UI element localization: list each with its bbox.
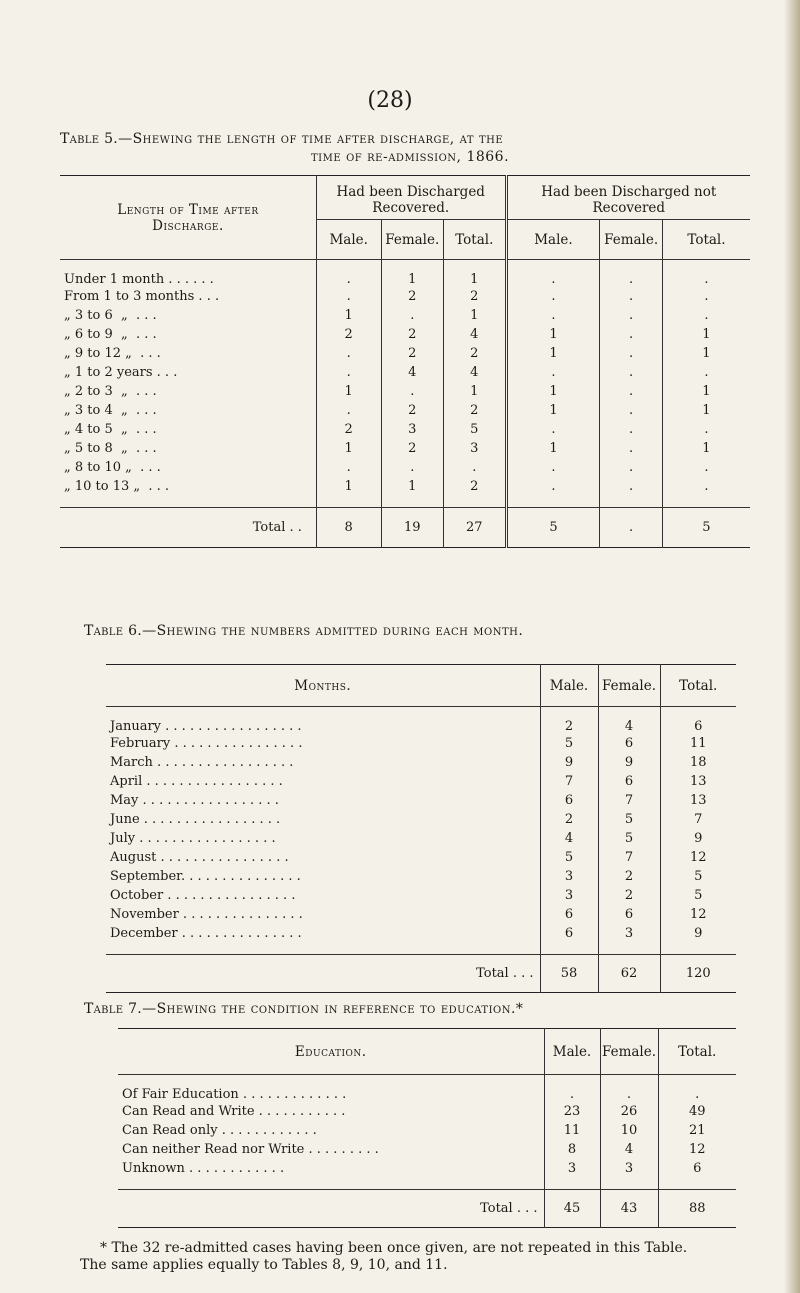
row-cell: . <box>506 477 600 496</box>
table-row <box>106 829 736 848</box>
table-row <box>60 458 750 477</box>
row-cell: 1 <box>662 325 750 344</box>
row-cell: 3 <box>444 439 507 458</box>
row-cell: . <box>600 344 663 363</box>
row-cell: 3 <box>540 886 598 905</box>
table5-group1-header: Had been Discharged Recovered. <box>316 176 506 220</box>
row-cell: . <box>316 458 381 477</box>
spacer-cell <box>118 1178 544 1190</box>
row-cell: 8 <box>544 1140 600 1159</box>
spacer-cell <box>598 943 660 955</box>
table-row <box>118 1075 736 1102</box>
row-label: January . . . . . . . . . . . . . . . . . <box>110 718 302 734</box>
table7 <box>118 1028 736 1228</box>
row-cell: 1 <box>444 306 507 325</box>
table-row <box>106 791 736 810</box>
table5-total-cell: 5 <box>506 508 600 548</box>
row-cell: 9 <box>540 753 598 772</box>
row-label: Can neither Read nor Write . . . . . . . . . <box>122 1141 379 1157</box>
row-cell: . <box>316 401 381 420</box>
row-label: „ 6 to 9 „ . . . <box>64 326 157 342</box>
table-row <box>60 344 750 363</box>
row-cell: 5 <box>540 848 598 867</box>
row-label: February . . . . . . . . . . . . . . . . <box>110 735 303 751</box>
spacer-cell <box>658 1178 736 1190</box>
table5-col-header: Length of Time after Discharge. <box>117 201 259 234</box>
table5-total-cell: 27 <box>444 508 507 548</box>
spacer-row <box>60 496 750 508</box>
row-cell: 2 <box>598 867 660 886</box>
row-cell: 6 <box>598 734 660 753</box>
row-cell: 6 <box>660 707 736 734</box>
table6-female-header: Female. <box>598 665 660 707</box>
table-row <box>106 867 736 886</box>
row-cell: 1 <box>316 382 381 401</box>
row-cell: 12 <box>660 848 736 867</box>
table5-total-cell: 8 <box>316 508 381 548</box>
row-label: December . . . . . . . . . . . . . . . <box>110 925 302 941</box>
row-cell: . <box>662 458 750 477</box>
row-cell: . <box>444 458 507 477</box>
spacer-cell <box>381 496 444 508</box>
table-row <box>118 1159 736 1178</box>
row-label: „ 3 to 6 „ . . . <box>64 307 157 323</box>
table-row <box>60 477 750 496</box>
table-row <box>106 810 736 829</box>
row-cell: 2 <box>540 810 598 829</box>
table-row <box>106 753 736 772</box>
row-cell: 10 <box>600 1121 658 1140</box>
row-cell: . <box>316 260 381 287</box>
row-label: „ 8 to 10 „ . . . <box>64 459 161 475</box>
spacer-cell <box>600 1178 658 1190</box>
row-cell: 1 <box>444 260 507 287</box>
row-label: „ 5 to 8 „ . . . <box>64 440 157 456</box>
row-cell: 4 <box>540 829 598 848</box>
row-cell: 5 <box>598 829 660 848</box>
table7-total-cell: 45 <box>544 1190 600 1228</box>
row-label: July . . . . . . . . . . . . . . . . . <box>110 830 276 846</box>
table6-male-header: Male. <box>540 665 598 707</box>
row-cell: 4 <box>444 363 507 382</box>
table5-total-label: Total . . <box>252 520 302 535</box>
table-row <box>60 439 750 458</box>
spacer-cell <box>660 943 736 955</box>
table-row <box>60 260 750 287</box>
table7-male-header: Male. <box>544 1029 600 1075</box>
table5-caption-line2: time of re-admission, 1866. <box>310 149 510 165</box>
row-cell: . <box>658 1075 736 1102</box>
row-label: Under 1 month . . . . . . <box>64 271 214 287</box>
row-cell: 3 <box>600 1159 658 1178</box>
table-row <box>60 325 750 344</box>
row-cell: 9 <box>660 924 736 943</box>
table6-total-header: Total. <box>660 665 736 707</box>
table6-months-header: Months. <box>294 677 352 694</box>
row-cell: 49 <box>658 1102 736 1121</box>
row-cell: 7 <box>598 848 660 867</box>
row-cell: . <box>600 477 663 496</box>
row-cell: 3 <box>540 867 598 886</box>
row-cell: 1 <box>506 325 600 344</box>
row-cell: 1 <box>444 382 507 401</box>
row-cell: . <box>381 458 444 477</box>
row-cell: 2 <box>598 886 660 905</box>
table5-sub-male-2: Male. <box>506 220 600 260</box>
table-row <box>118 1102 736 1121</box>
table-row <box>60 420 750 439</box>
row-cell: . <box>316 363 381 382</box>
row-cell: . <box>506 420 600 439</box>
row-cell: . <box>662 306 750 325</box>
row-cell: 1 <box>316 439 381 458</box>
row-cell: 12 <box>658 1140 736 1159</box>
row-cell: 11 <box>544 1121 600 1140</box>
row-label: „ 2 to 3 „ . . . <box>64 383 157 399</box>
table7-total-cell: 43 <box>600 1190 658 1228</box>
table5-caption-lead: Table 5. <box>60 131 119 147</box>
spacer-cell <box>444 496 507 508</box>
table7-caption-rest: —Shewing the condition in reference to education.* <box>142 1001 524 1017</box>
row-cell: . <box>600 401 663 420</box>
row-label: November . . . . . . . . . . . . . . . <box>110 906 303 922</box>
row-label: „ 3 to 4 „ . . . <box>64 402 157 418</box>
row-cell: 2 <box>444 401 507 420</box>
row-cell: 4 <box>598 707 660 734</box>
row-cell: . <box>662 420 750 439</box>
table7-total-label: Total . . . <box>480 1201 538 1216</box>
row-cell: 6 <box>598 772 660 791</box>
spacer-cell <box>544 1178 600 1190</box>
row-cell: 5 <box>660 886 736 905</box>
table5-sub-total: Total. <box>444 220 507 260</box>
row-cell: . <box>316 344 381 363</box>
row-cell: 5 <box>598 810 660 829</box>
row-cell: 3 <box>598 924 660 943</box>
row-cell: . <box>600 260 663 287</box>
row-cell: 23 <box>544 1102 600 1121</box>
table6 <box>106 664 736 993</box>
row-cell: 12 <box>660 905 736 924</box>
row-cell: . <box>600 306 663 325</box>
row-cell: 2 <box>540 707 598 734</box>
row-cell: . <box>506 287 600 306</box>
row-cell: . <box>600 325 663 344</box>
row-label: October . . . . . . . . . . . . . . . . <box>110 887 296 903</box>
row-cell: 6 <box>598 905 660 924</box>
row-label: Can Read and Write . . . . . . . . . . . <box>122 1103 346 1119</box>
row-cell: 3 <box>381 420 444 439</box>
table6-total-cell: 58 <box>540 955 598 993</box>
row-cell: . <box>600 458 663 477</box>
spacer-cell <box>662 496 750 508</box>
row-cell: 1 <box>506 401 600 420</box>
row-cell: 2 <box>381 287 444 306</box>
row-cell: 1 <box>662 382 750 401</box>
row-label: „ 1 to 2 years . . . <box>64 364 178 380</box>
row-cell: 4 <box>444 325 507 344</box>
row-cell: 6 <box>540 905 598 924</box>
row-cell: 6 <box>540 791 598 810</box>
row-cell: 13 <box>660 772 736 791</box>
row-cell: . <box>506 458 600 477</box>
table5 <box>60 175 750 548</box>
row-cell: . <box>381 382 444 401</box>
row-cell: 3 <box>544 1159 600 1178</box>
row-cell: 13 <box>660 791 736 810</box>
spacer-cell <box>600 496 663 508</box>
spacer-cell <box>106 943 540 955</box>
row-cell: 11 <box>660 734 736 753</box>
row-label: „ 10 to 13 „ . . . <box>64 478 170 494</box>
table7-caption <box>84 1000 784 1018</box>
row-cell: 2 <box>316 420 381 439</box>
page-edge <box>784 0 800 1293</box>
row-cell: . <box>662 477 750 496</box>
table-row <box>106 772 736 791</box>
row-cell: 6 <box>658 1159 736 1178</box>
row-cell: 6 <box>540 924 598 943</box>
table-row <box>106 848 736 867</box>
row-cell: . <box>506 260 600 287</box>
table7-total-header: Total. <box>658 1029 736 1075</box>
spacer-cell <box>316 496 381 508</box>
table-row <box>106 905 736 924</box>
row-cell: 2 <box>381 401 444 420</box>
table-row <box>118 1121 736 1140</box>
table-row <box>106 734 736 753</box>
table6-caption-lead: Table 6. <box>84 623 143 639</box>
row-cell: . <box>316 287 381 306</box>
row-cell: 2 <box>381 325 444 344</box>
row-cell: 7 <box>598 791 660 810</box>
row-cell: 7 <box>660 810 736 829</box>
table-row <box>106 886 736 905</box>
row-label: From 1 to 3 months . . . <box>64 288 220 304</box>
row-cell: 1 <box>506 344 600 363</box>
row-cell: 2 <box>381 439 444 458</box>
table-row <box>60 306 750 325</box>
row-label: „ 4 to 5 „ . . . <box>64 421 157 437</box>
spacer-cell <box>60 496 316 508</box>
table5-total-cell: 19 <box>381 508 444 548</box>
row-label: „ 9 to 12 „ . . . <box>64 345 161 361</box>
row-cell: 9 <box>598 753 660 772</box>
table-row <box>106 924 736 943</box>
page-number: (28) <box>367 88 413 113</box>
row-cell: . <box>506 363 600 382</box>
table5-sub-male: Male. <box>316 220 381 260</box>
table5-total-cell: 5 <box>662 508 750 548</box>
table5-group2-header: Had been Discharged not Recovered <box>506 176 750 220</box>
row-label: April . . . . . . . . . . . . . . . . . <box>110 773 283 789</box>
row-cell: 4 <box>381 363 444 382</box>
table-row <box>106 707 736 734</box>
row-cell: 1 <box>506 439 600 458</box>
table5-caption <box>60 130 760 166</box>
row-label: September. . . . . . . . . . . . . . . <box>110 868 301 884</box>
row-cell: 7 <box>540 772 598 791</box>
table5-caption-line1: —Shewing the length of time after discharge, at the <box>118 131 504 147</box>
spacer-cell <box>540 943 598 955</box>
row-cell: . <box>600 363 663 382</box>
row-cell: 1 <box>381 260 444 287</box>
row-cell: . <box>506 306 600 325</box>
row-cell: . <box>600 1075 658 1102</box>
row-cell: . <box>662 363 750 382</box>
row-cell: . <box>600 439 663 458</box>
table7-female-header: Female. <box>600 1029 658 1075</box>
footnote-line2: The same applies equally to Tables 8, 9, 10, and 11. <box>80 1257 448 1273</box>
row-label: June . . . . . . . . . . . . . . . . . <box>110 811 281 827</box>
row-cell: 1 <box>316 477 381 496</box>
row-label: Of Fair Education . . . . . . . . . . . . . <box>122 1086 347 1102</box>
table6-caption <box>84 622 784 640</box>
table-row <box>118 1140 736 1159</box>
row-cell: 1 <box>662 439 750 458</box>
row-label: Can Read only . . . . . . . . . . . . <box>122 1122 317 1138</box>
row-cell: 26 <box>600 1102 658 1121</box>
table5-sub-female-2: Female. <box>600 220 663 260</box>
row-label: Unknown . . . . . . . . . . . . <box>122 1160 285 1176</box>
row-cell: 18 <box>660 753 736 772</box>
table6-caption-rest: —Shewing the numbers admitted during each month. <box>142 623 524 639</box>
row-cell: . <box>544 1075 600 1102</box>
row-cell: . <box>600 382 663 401</box>
row-cell: . <box>662 260 750 287</box>
footnote-line1: * The 32 re-admitted cases having been once given, are not repeated in this Table. <box>100 1240 688 1256</box>
table6-total-label: Total . . . <box>476 966 534 981</box>
row-cell: 21 <box>658 1121 736 1140</box>
row-label: March . . . . . . . . . . . . . . . . . <box>110 754 294 770</box>
row-label: May . . . . . . . . . . . . . . . . . <box>110 792 279 808</box>
row-cell: 2 <box>444 344 507 363</box>
table7-caption-lead: Table 7. <box>84 1001 143 1017</box>
row-cell: 2 <box>444 477 507 496</box>
row-cell: . <box>600 287 663 306</box>
table5-total-cell: . <box>600 508 663 548</box>
table6-total-cell: 62 <box>598 955 660 993</box>
row-label: August . . . . . . . . . . . . . . . . <box>110 849 289 865</box>
row-cell: 5 <box>660 867 736 886</box>
row-cell: 5 <box>540 734 598 753</box>
row-cell: 1 <box>662 344 750 363</box>
spacer-row <box>106 943 736 955</box>
row-cell: . <box>600 420 663 439</box>
footnote <box>80 1240 780 1274</box>
row-cell: 4 <box>600 1140 658 1159</box>
table-row <box>60 382 750 401</box>
row-cell: 1 <box>662 401 750 420</box>
row-cell: 2 <box>444 287 507 306</box>
table5-sub-total-2: Total. <box>662 220 750 260</box>
table7-education-header: Education. <box>294 1043 367 1060</box>
table-row <box>60 287 750 306</box>
table5-sub-female: Female. <box>381 220 444 260</box>
row-cell: 5 <box>444 420 507 439</box>
spacer-row <box>118 1178 736 1190</box>
row-cell: 9 <box>660 829 736 848</box>
table7-total-cell: 88 <box>658 1190 736 1228</box>
row-cell: . <box>662 287 750 306</box>
row-cell: 2 <box>316 325 381 344</box>
row-cell: 1 <box>381 477 444 496</box>
row-cell: 1 <box>316 306 381 325</box>
row-cell: . <box>381 306 444 325</box>
table-row <box>60 401 750 420</box>
row-cell: 2 <box>381 344 444 363</box>
table6-total-cell: 120 <box>660 955 736 993</box>
table-row <box>60 363 750 382</box>
row-cell: 1 <box>506 382 600 401</box>
spacer-cell <box>506 496 600 508</box>
